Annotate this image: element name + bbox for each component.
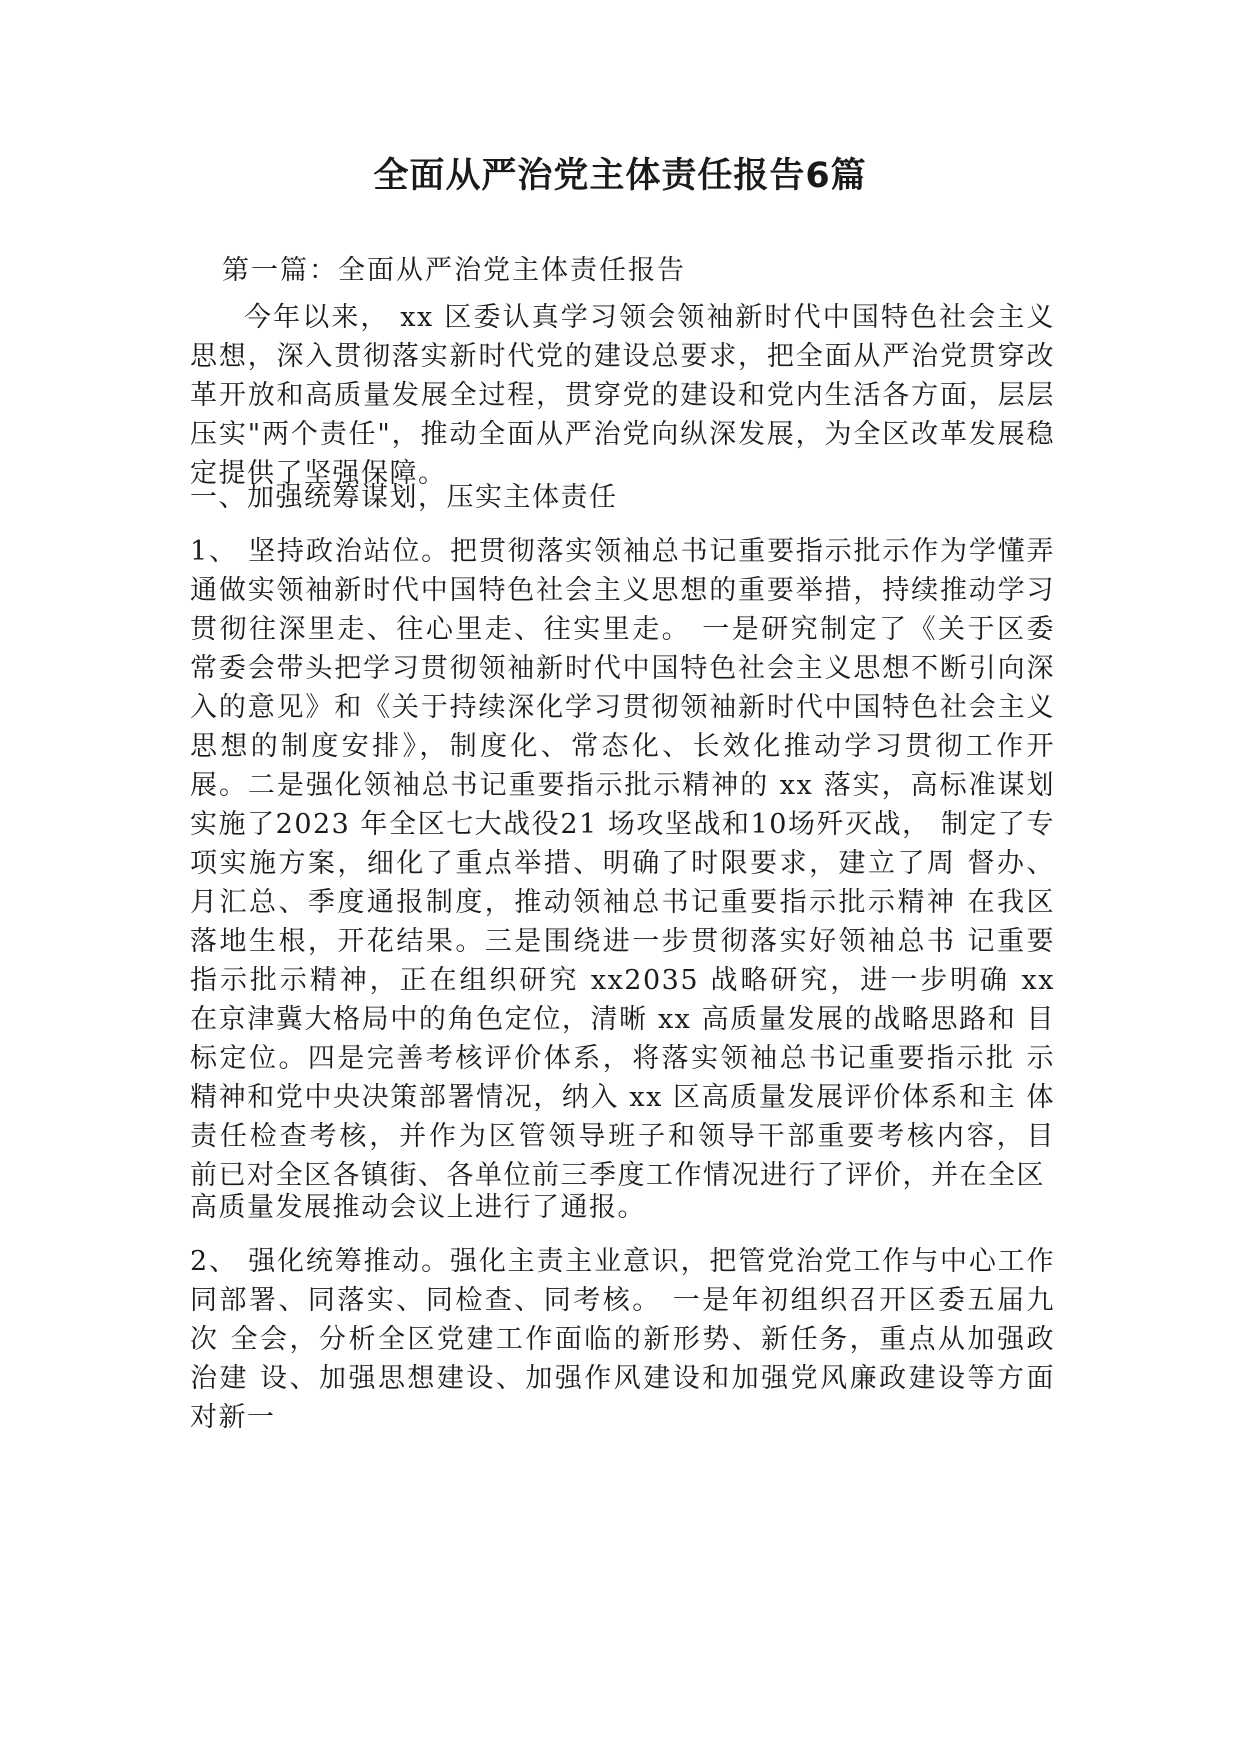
- paragraph-item-2: 2、 强化统筹推动。强化主责主业意识，把管党治党工作与中心工作 同部署、同落实、同检查、同考核。 一是年初组织召开区委五届九次 全会，分析全区党建工作面临的新形势、新任务，重点从加强政治建 设、加强思想建设、加强作风建设和加强党风廉政建设等方面对新一: [190, 1246, 1055, 1433]
- paragraph-intro: 今年以来， xx 区委认真学习领会领袖新时代中国特色社会主义思想，深入贯彻落实新时代党的建设总要求，把全面从严治党贯穿改革开放和高质量发展全过程，贯穿党的建设和党内生活各方面，层层压实"两个责任"，推动全面从严治党向纵深发展，为全区改革发展稳定提供了坚强保障。: [190, 302, 1055, 489]
- heading-part-one: 一、加强统筹谋划，压实主体责任: [190, 482, 618, 513]
- paragraph-item-1-continued: 高质量发展推动会议上进行了通报。: [190, 1192, 646, 1223]
- paragraph-item-1: 1、 坚持政治站位。把贯彻落实领袖总书记重要指示批示作为学懂弄通做实领袖新时代中国特色社会主义思想的重要举措，持续推动学习贯彻往深里走、往心里走、往实里走。 一是研究制定了《关于区委常委会带头把学习贯彻领袖新时代中国特色社会主义思想不断引向深入的意见》和《关于持续深化学习贯彻领袖新时代中国特色社会主义思想的制度安排》，制度化、常态化、长效化推动学习贯彻工作开展。二是强化领袖总书记重要指示批示精神的 xx 落实，高标准谋划实施了2023 年全区七大战役21 场攻坚战和10场歼灭战， 制定了专项实施方案，细化了重点举措、明确了时限要求，建立了周 督办、月汇总、季度通报制度，推动领袖总书记重要指示批示精神 在我区落地生根，开花结果。三是围绕进一步贯彻落实好领袖总书 记重要指示批示精神，正在组织研究 xx2035 战略研究，进一步明确 xx 在京津冀大格局中的角色定位，清晰 xx 高质量发展的战略思路和 目标定位。四是完善考核评价体系，将落实领袖总书记重要指示批 示精神和党中央决策部署情况，纳入 xx 区高质量发展评价体系和主 体责任检查考核，并作为区管领导班子和领导干部重要考核内容，目 前已对全区各镇街、各单位前三季度工作情况进行了评价，并在全区: [190, 536, 1055, 1191]
- section-heading: 第一篇：全面从严治党主体责任报告: [222, 255, 686, 286]
- document-title: 全面从严治党主体责任报告6篇: [373, 156, 867, 196]
